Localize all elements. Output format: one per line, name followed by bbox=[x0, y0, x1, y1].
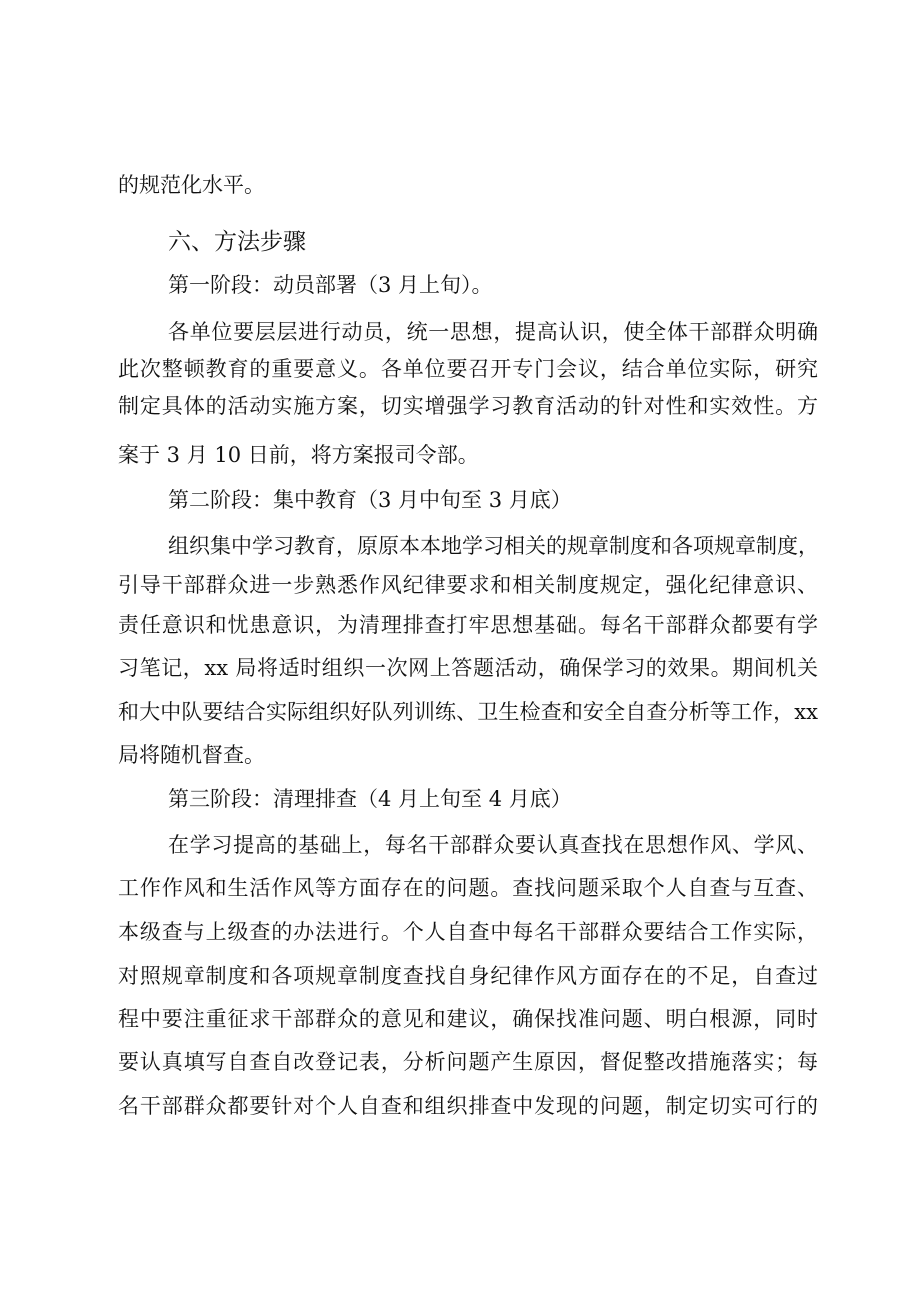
section-heading: 六、方法步骤 bbox=[168, 229, 306, 255]
paragraph-line: 要认真填写自查自改登记表，分析问题产生原因，督促整改措施落实；每 bbox=[118, 1050, 818, 1074]
paragraph-line: 和大中队要结合实际组织好队列训练、卫生检查和安全自查分析等工作，xx bbox=[118, 700, 818, 724]
paragraph-line: 程中要注重征求干部群众的意见和建议，确保找准问题、明白根源，同时 bbox=[118, 1007, 818, 1031]
paragraph-line: 引导干部群众进一步熟悉作风纪律要求和相关制度规定，强化纪律意识、 bbox=[118, 573, 818, 597]
paragraph-line: 习笔记，xx 局将适时组织一次网上答题活动，确保学习的效果。期间机关 bbox=[118, 656, 818, 680]
paragraph-line: 局将随机督查。 bbox=[118, 743, 265, 767]
paragraph-line: 工作作风和生活作风等方面存在的问题。查找问题采取个人自查与互查、 bbox=[118, 876, 818, 900]
paragraph-line: 本级查与上级查的办法进行。个人自查中每名干部群众要结合工作实际， bbox=[118, 920, 818, 944]
paragraph-line: 各单位要层层进行动员，统一思想，提高认识，使全体干部群众明确 bbox=[168, 320, 818, 344]
stage-three-title: 第三阶段：清理排查（4 月上旬至 4 月底） bbox=[168, 787, 572, 811]
stage-one-title: 第一阶段：动员部署（3 月上旬）。 bbox=[168, 273, 493, 297]
paragraph-line: 此次整顿教育的重要意义。各单位要召开专门会议，结合单位实际，研究 bbox=[118, 357, 818, 381]
paragraph-line: 对照规章制度和各项规章制度查找自身纪律作风方面存在的不足，自查过 bbox=[118, 964, 818, 988]
paragraph-line: 的规范化水平。 bbox=[118, 173, 265, 197]
paragraph-line: 责任意识和忧患意识，为清理排查打牢思想基础。每名干部群众都要有学 bbox=[118, 613, 818, 637]
paragraph-line: 组织集中学习教育，原原本本地学习相关的规章制度和各项规章制度， bbox=[168, 534, 819, 558]
paragraph-line: 制定具体的活动实施方案，切实增强学习教育活动的针对性和实效性。方 bbox=[118, 394, 818, 418]
paragraph-line: 名干部群众都要针对个人自查和组织排查中发现的问题，制定切实可行的 bbox=[118, 1094, 818, 1118]
paragraph-line: 在学习提高的基础上，每名干部群众要认真查找在思想作风、学风、 bbox=[168, 833, 818, 857]
stage-two-title: 第二阶段：集中教育（3 月中旬至 3 月底） bbox=[168, 488, 572, 512]
paragraph-line: 案于 3 月 10 日前，将方案报司令部。 bbox=[118, 443, 479, 467]
